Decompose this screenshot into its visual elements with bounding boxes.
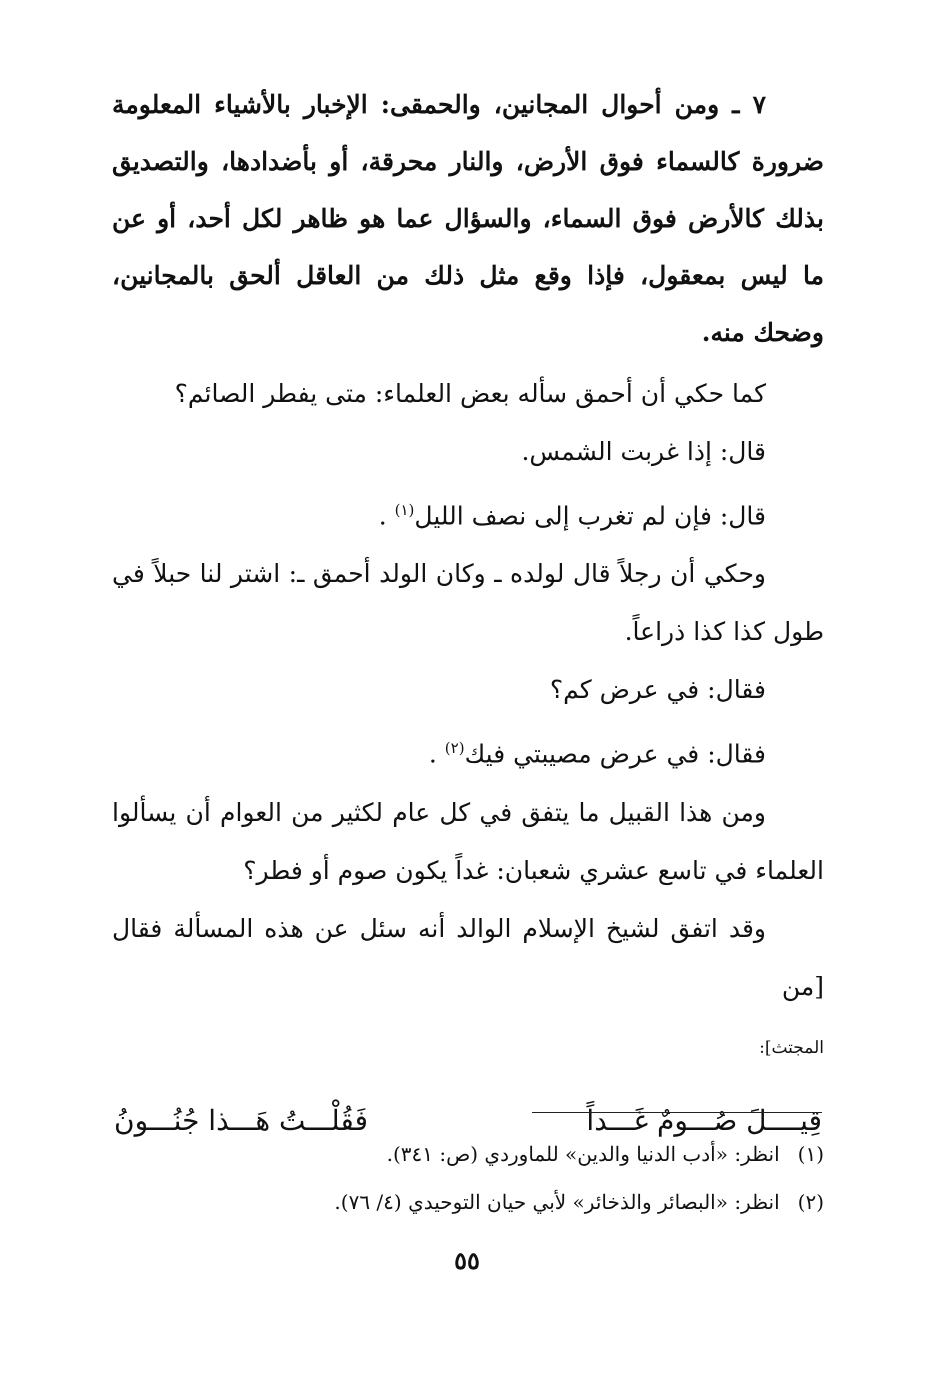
footnote-divider — [532, 1112, 822, 1113]
footnote-1 — [112, 1130, 824, 1178]
footnote-2-number: (٢) — [797, 1190, 824, 1214]
poem-first-hemistich: قِيــــلَ صُـــومٌ غَـــداً — [586, 1103, 822, 1137]
body-line-2: قال: إذا غربت الشمس. — [521, 437, 766, 466]
poem-second-hemistich: فَقُلْـــتُ هَـــذا جُنُـــونُ — [114, 1103, 368, 1137]
footnote-1-number: (١) — [797, 1142, 824, 1166]
body-line-3 — [112, 481, 824, 545]
body-line-1: كما حكي أن أحمق سأله بعض العلماء: متى يفطر الصائم؟ — [174, 379, 766, 408]
body-line-7: ومن هذا القبيل ما يتفق في كل عام لكثير من العوام أن يسألوا العلماء في تاسع عشري شعبان: غداً يكون صوم أو فطر؟ — [112, 797, 824, 885]
meter-label: المجتث]: — [759, 1037, 824, 1058]
page-body — [112, 76, 824, 1151]
bold-paragraph: ٧ ـ ومن أحوال المجانين، والحمقى: الإخبار بالأشياء المعلومة ضرورة كالسماء فوق الأرض، والنار محرقة، أو بأضدادها، والتصديق بذلك كالأرض فوق السماء، والسؤال عما هو ظاهر لكل أحد، أو عن ما ليس بمعقول، فإذا وقع مثل ذلك من العاقل ألحق بالمجانين، وضحك منه. — [112, 90, 824, 347]
footnote-ref-2: (٢) — [444, 739, 465, 758]
line-end-1: . — [378, 501, 387, 531]
body-line-6 — [112, 719, 824, 783]
footnote-ref-1: (١) — [394, 501, 415, 519]
line-end-2: . — [428, 739, 437, 769]
footnote-2 — [112, 1178, 824, 1226]
page-number: ٥٥ — [454, 1246, 480, 1275]
body-line-3-text: قال: فإن لم تغرب إلى نصف الليل — [414, 501, 766, 531]
body-line-4: وحكي أن رجلاً قال لولده ـ وكان الولد أحمق ـ: اشتر لنا حبلاً في طول كذا كذا ذراعاً. — [112, 559, 824, 647]
footnotes — [112, 1130, 824, 1226]
body-line-6-text: فقال: في عرض مصيبتي فيك — [464, 739, 766, 769]
body-line-8 — [112, 900, 824, 1077]
footnote-1-text: انظر: «أدب الدنيا والدين» للماوردي (ص: ٣٤١). — [386, 1142, 780, 1166]
body-line-8-text: وقد اتفق لشيخ الإسلام الوالد أنه سئل عن هذه المسألة فقال [من — [112, 913, 824, 1001]
footnote-2-text: انظر: «البصائر والذخائر» لأبي حيان التوحيدي (٤/ ٧٦). — [334, 1190, 780, 1214]
body-line-5: فقال: في عرض كم؟ — [549, 675, 766, 705]
